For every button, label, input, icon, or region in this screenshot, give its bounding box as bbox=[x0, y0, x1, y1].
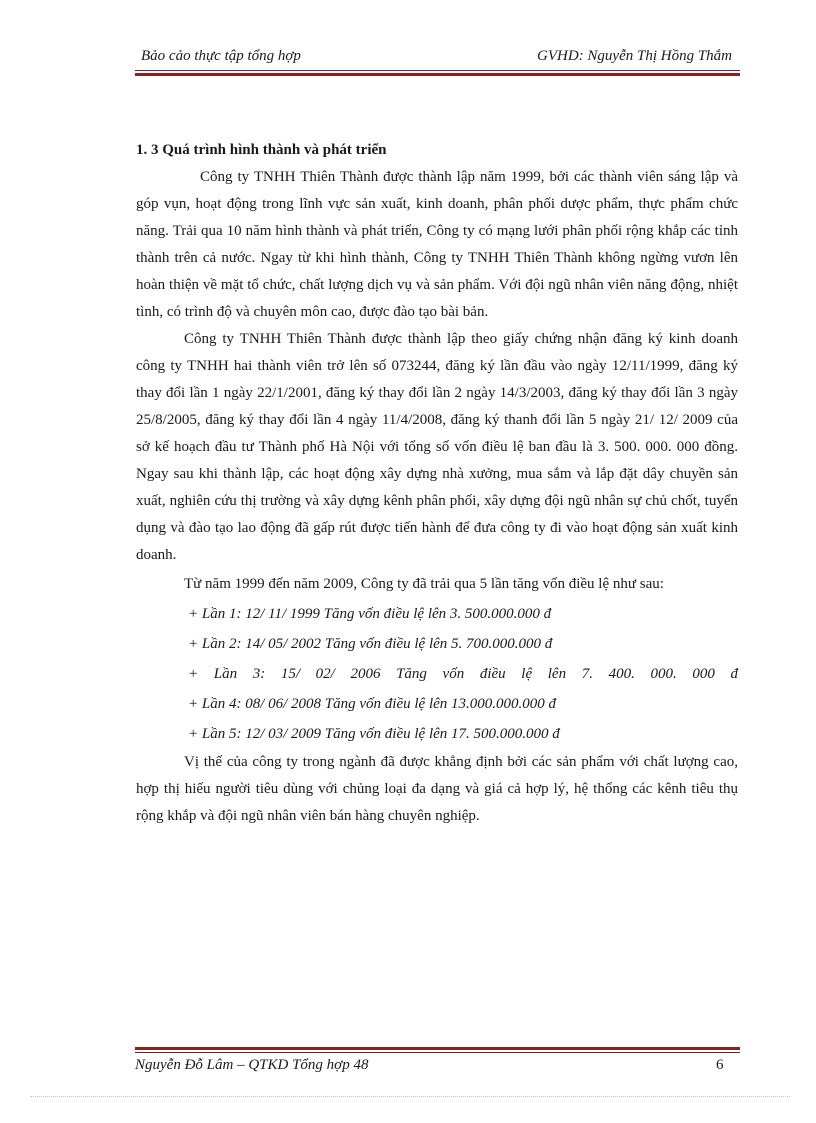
capital-increase-list bbox=[136, 599, 738, 749]
paragraph-history: Công ty TNHH Thiên Thành được thành lập năm 1999, bởi các thành viên sáng lập và góp vụn, hoạt động trong lĩnh vực sản xuất, kinh doanh, phân phối dược phẩm, thực phẩm chức năng. Trải qua 10 năm hình thành và phát triển, Công ty có mạng lưới phân phối rộng khắp các tỉnh thành trên cả nước. Ngay từ khi hình thành, Công ty TNHH Thiên Thành không ngừng vươn lên hoàn thiện về mặt tổ chức, chất lượng dịch vụ và sản phẩm. Với đội ngũ nhân viên năng động, nhiệt tình, có trình độ và chuyên môn cao, được đào tạo bài bản. bbox=[136, 169, 738, 320]
header-rule bbox=[135, 70, 740, 76]
capital-list-intro: Từ năm 1999 đến năm 2009, Công ty đã trải qua 5 lần tăng vốn điều lệ như sau: bbox=[184, 576, 664, 592]
footer-author: Nguyễn Đỗ Lâm – QTKD Tổng hợp 48 bbox=[135, 1057, 369, 1073]
paragraph-position: Vị thế của công ty trong ngành đã được khẳng định bởi các sản phẩm với chất lượng cao, hợp thị hiếu người tiêu dùng với chủng loại đa dạng và giá cả hợp lý, hệ thống các kênh tiêu thụ rộng khắp và đội ngũ nhân viên bán hàng chuyên nghiệp. bbox=[136, 754, 738, 824]
header-report-title: Bảo cảo thực tập tổng hợp bbox=[141, 48, 301, 64]
section-heading: 1. 3 Quá trình hình thành và phát triển bbox=[136, 142, 387, 158]
list-item: + Lần 3: 15/ 02/ 2006 Tăng vốn điều lệ lên 7. 400. 000. 000 đ bbox=[188, 666, 738, 682]
page-header bbox=[135, 44, 740, 68]
list-item: + Lần 2: 14/ 05/ 2002 Tăng vốn điều lệ lên 5. 700.000.000 đ bbox=[188, 636, 553, 652]
page-edge-divider bbox=[30, 1096, 790, 1097]
paragraph-registration: Công ty TNHH Thiên Thành được thành lập theo giấy chứng nhận đăng ký kinh doanh công ty TNHH hai thành viên trở lên số 073244, đăng ký lần đầu vào ngày 12/11/1999, đăng ký thay đổi lần 1 ngày 22/1/2001, đăng ký thay đổi lần 2 ngày 14/3/2003, đăng ký thay đổi lần 3 ngày 25/8/2005, đăng ký thay đổi lần 4 ngày 11/4/2008, đăng ký thanh đổi lần 5 ngày 21/ 12/ 2009 của sở kế hoạch đầu tư Thành phố Hà Nội với tổng số vốn điều lệ ban đầu là 3. 500. 000. 000 đồng. Ngay sau khi thành lập, các hoạt động xây dựng nhà xưởng, mua sắm và lắp đặt dây chuyền sản xuất, nghiên cứu thị trường và xây dựng kênh phân phối, xây dựng đội ngũ nhân sự chủ chốt, tuyển dụng và đào tạo lao động đã gấp rút được tiến hành để đưa công ty đi vào hoạt động sản xuất kinh doanh. bbox=[136, 331, 738, 563]
list-item: + Lần 4: 08/ 06/ 2008 Tăng vốn điều lệ lên 13.000.000.000 đ bbox=[188, 696, 557, 712]
page-body bbox=[136, 136, 738, 830]
list-item: + Lần 1: 12/ 11/ 1999 Tăng vốn điều lệ lên 3. 500.000.000 đ bbox=[188, 606, 552, 622]
footer-rule bbox=[135, 1047, 740, 1053]
page-number: 6 bbox=[716, 1057, 724, 1073]
list-item: + Lần 5: 12/ 03/ 2009 Tăng vốn điều lệ lên 17. 500.000.000 đ bbox=[188, 726, 560, 742]
header-advisor: GVHD: Nguyễn Thị Hồng Thắm bbox=[537, 48, 732, 64]
